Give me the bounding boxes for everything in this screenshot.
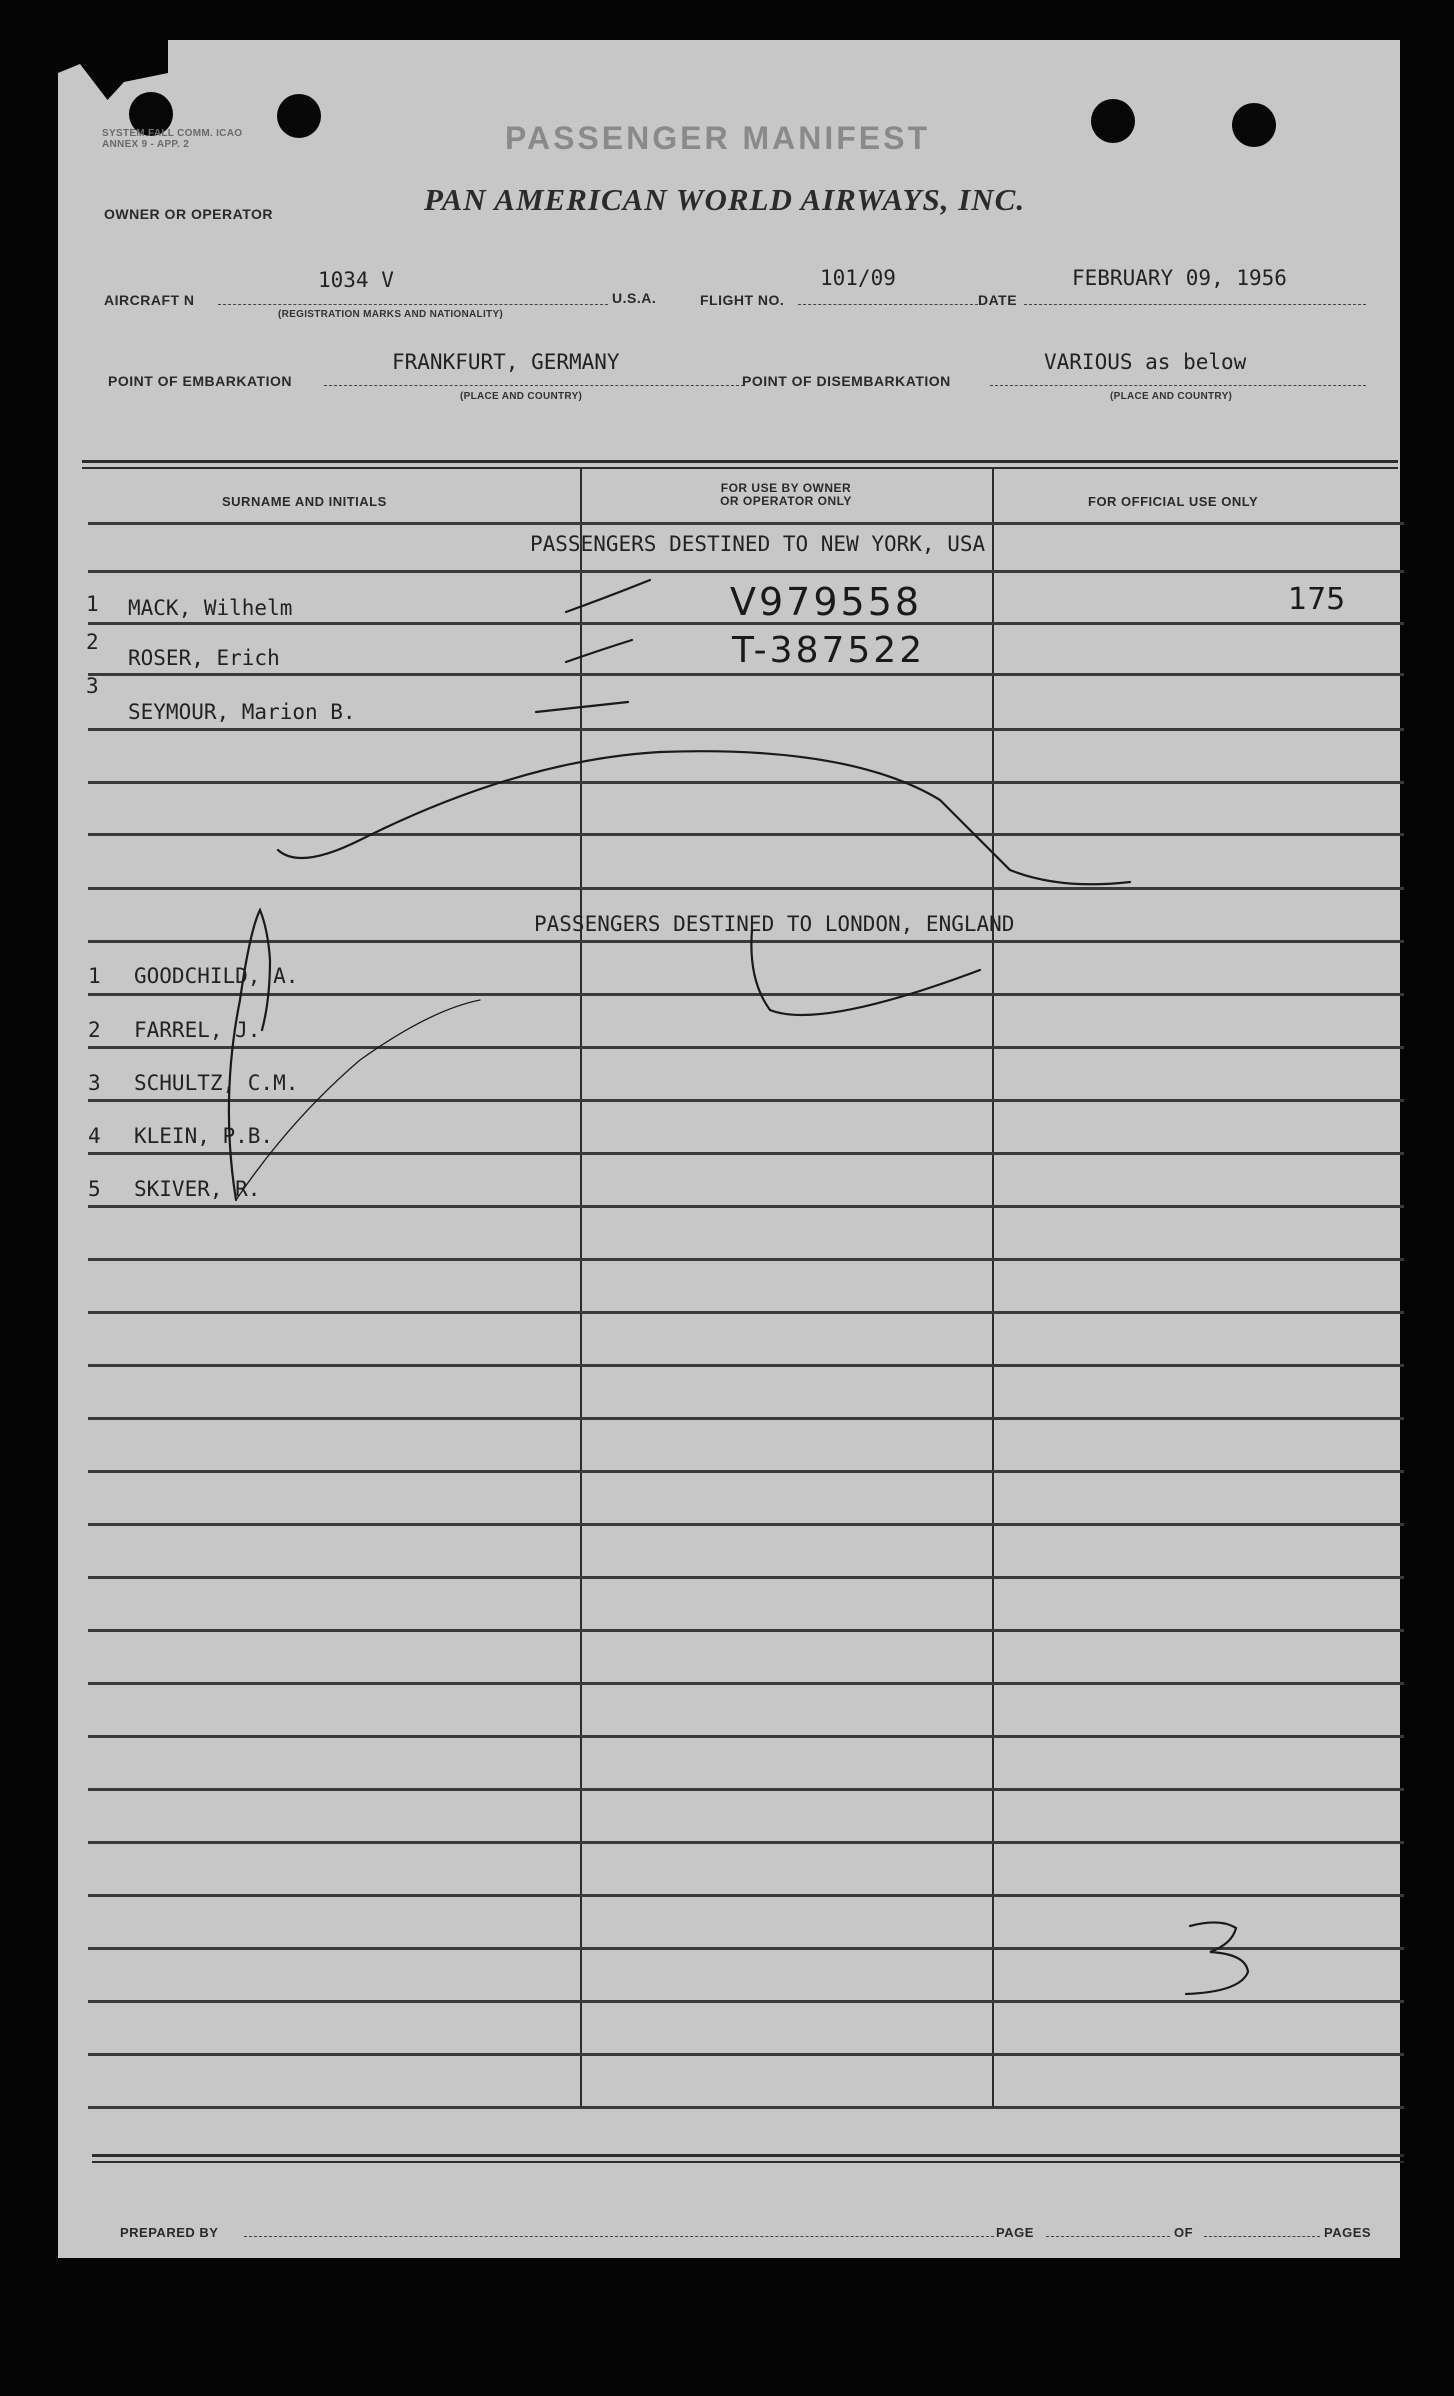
owner-note: T-387522 <box>732 630 926 671</box>
passenger-name: MACK, Wilhelm <box>128 596 293 620</box>
operator-name: PAN AMERICAN WORLD AIRWAYS, INC. <box>424 182 1026 217</box>
passenger-name: SCHULTZ, C.M. <box>134 1071 299 1095</box>
aircraft-label: AIRCRAFT N <box>104 292 195 308</box>
prepared-by-label: PREPARED BY <box>120 2225 219 2240</box>
row-number: 1 <box>86 592 99 616</box>
nationality-label: U.S.A. <box>612 290 657 306</box>
column-header-official: FOR OFFICIAL USE ONLY <box>1088 494 1259 509</box>
date-value: FEBRUARY 09, 1956 <box>1072 266 1287 290</box>
embarkation-caption: (PLACE AND COUNTRY) <box>460 391 583 402</box>
row-number: 3 <box>86 674 99 698</box>
date-label: DATE <box>978 292 1018 308</box>
passenger-name: GOODCHILD, A. <box>134 964 299 988</box>
page-label: PAGE <box>996 2225 1034 2240</box>
strike-through-stroke <box>236 1000 480 1200</box>
embarkation-value: FRANKFURT, GERMANY <box>392 350 620 374</box>
flight-value: 101/09 <box>820 266 896 290</box>
disembarkation-label: POINT OF DISEMBARKATION <box>742 373 951 389</box>
column-header-owner-line2: OR OPERATOR ONLY <box>720 494 852 508</box>
passenger-name: KLEIN, P.B. <box>134 1124 274 1148</box>
row-number: 2 <box>86 630 99 654</box>
flight-label: FLIGHT NO. <box>700 292 785 308</box>
form-reference: SYSTEM FALL COMM. ICAO ANNEX 9 - APP. 2 <box>102 128 243 150</box>
of-label: OF <box>1174 2225 1194 2240</box>
aircraft-value: 1034 V <box>318 268 394 292</box>
registration-caption: (REGISTRATION MARKS AND NATIONALITY) <box>278 309 504 320</box>
handwritten-page-mark <box>1186 1922 1248 1994</box>
check-mark <box>566 580 650 612</box>
owner-note: V979558 <box>730 580 923 624</box>
row-number: 2 <box>88 1018 101 1042</box>
row-number: 5 <box>88 1177 101 1201</box>
page-title: PASSENGER MANIFEST <box>505 120 930 156</box>
row-number: 3 <box>88 1071 101 1095</box>
check-mark <box>536 702 628 712</box>
passenger-name: SKIVER, R. <box>134 1177 261 1201</box>
disembarkation-caption: (PLACE AND COUNTRY) <box>1110 391 1233 402</box>
strike-through-curve <box>278 751 1130 884</box>
passenger-name: SEYMOUR, Marion B. <box>128 700 356 724</box>
embarkation-label: POINT OF EMBARKATION <box>108 373 292 389</box>
pages-label: PAGES <box>1324 2225 1372 2240</box>
strike-through-curve <box>751 930 980 1015</box>
owner-label: OWNER OR OPERATOR <box>104 206 273 222</box>
passenger-name: ROSER, Erich <box>128 646 280 670</box>
official-note: 175 <box>1288 582 1346 617</box>
column-header-surname: SURNAME AND INITIALS <box>222 494 387 509</box>
row-number: 4 <box>88 1124 101 1148</box>
row-number: 1 <box>88 964 101 988</box>
disembarkation-value: VARIOUS as below <box>1044 350 1247 374</box>
column-header-owner-line1: FOR USE BY OWNER <box>720 481 852 495</box>
group-heading-london: PASSENGERS DESTINED TO LONDON, ENGLAND <box>534 912 1015 936</box>
check-mark <box>566 640 632 662</box>
strike-through-stroke <box>229 910 270 1200</box>
group-heading-new-york: PASSENGERS DESTINED TO NEW YORK, USA <box>530 532 986 556</box>
passenger-name: FARREL, J. <box>134 1018 261 1042</box>
